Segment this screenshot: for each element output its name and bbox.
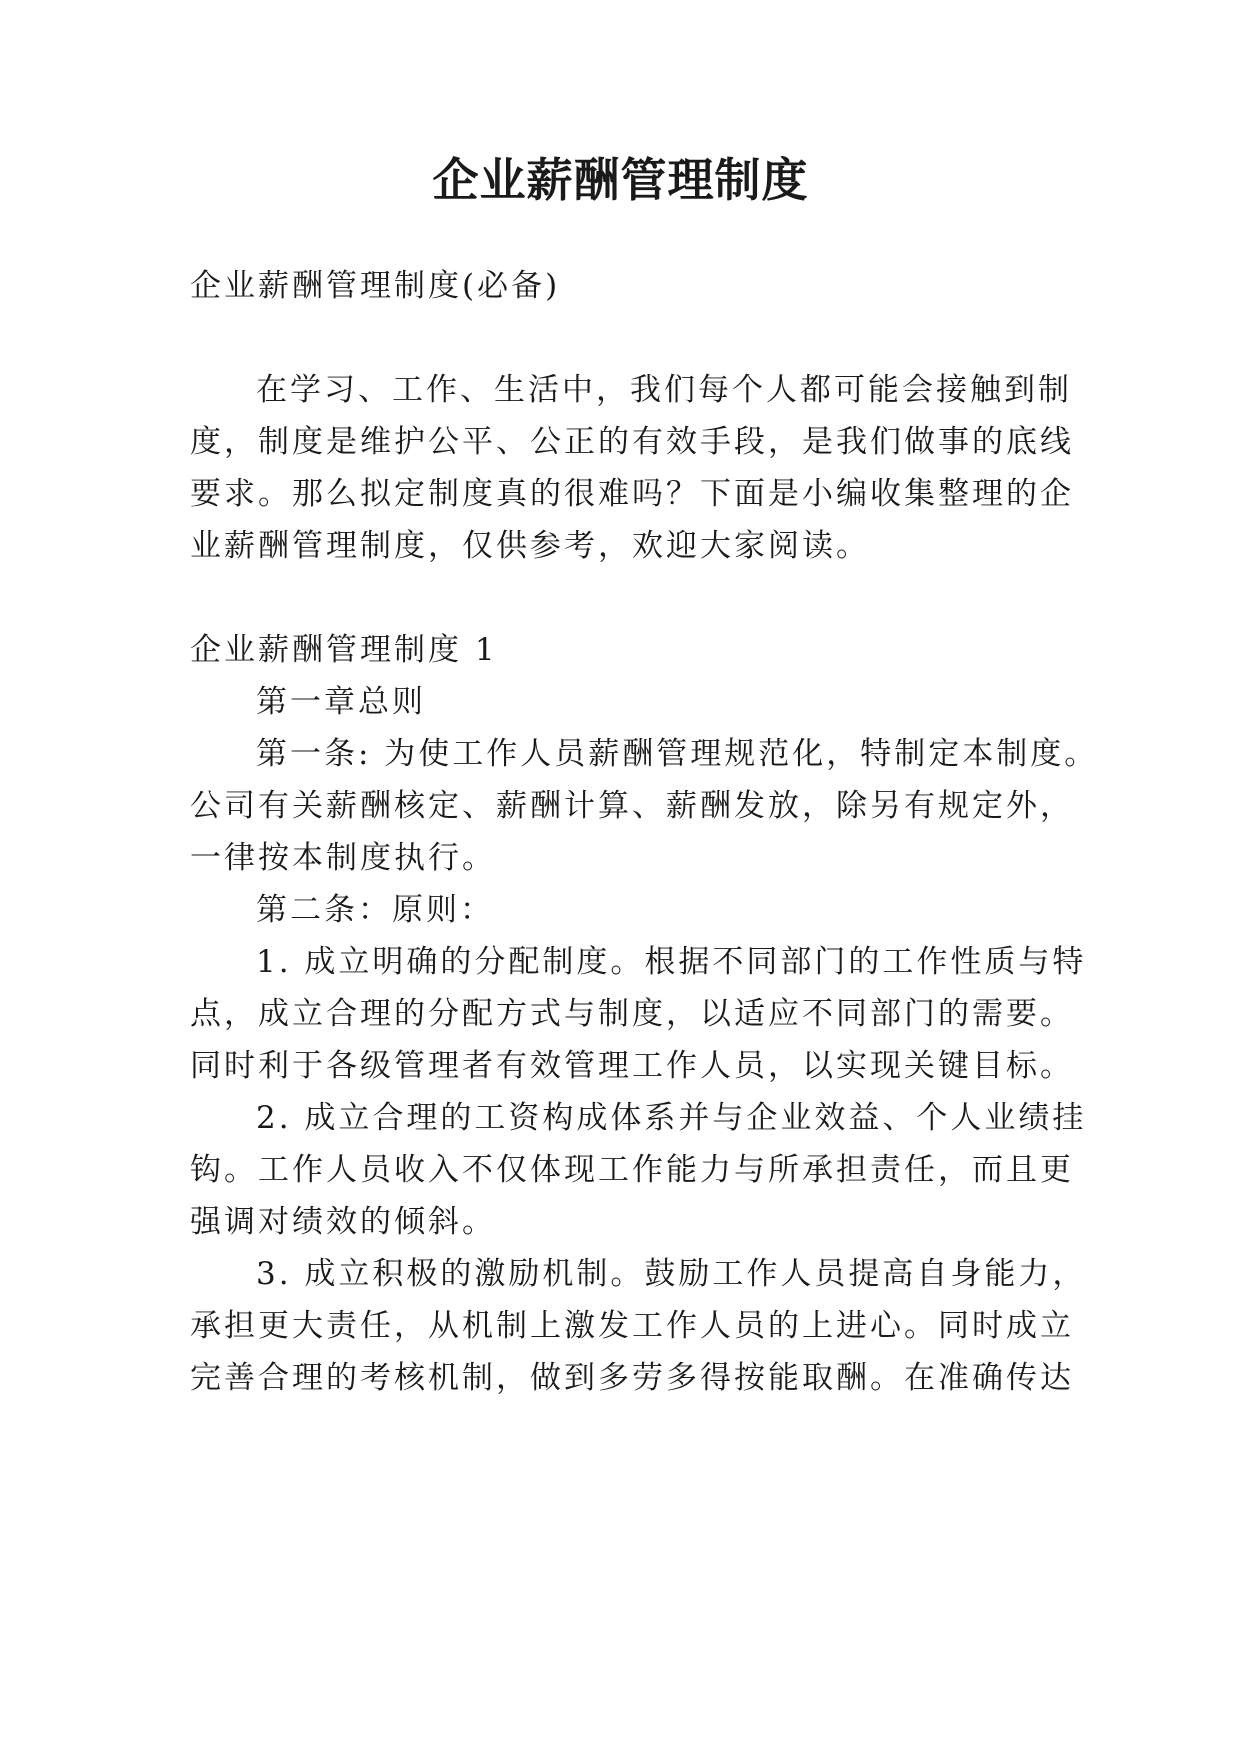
intro-line-2: 度，制度是维护公平、公正的有效手段，是我们做事的底线 (190, 424, 1074, 460)
document-title: 企业薪酬管理制度 (432, 153, 809, 207)
body-line-1: 第一条: 为使工作人员薪酬管理规范化，特制定本制度。 (256, 736, 1099, 772)
body-line-11: 3. 成立积极的激励机制。鼓励工作人员提高自身能力， (256, 1256, 1087, 1292)
body-line-9: 钩。工作人员收入不仅体现工作能力与所承担责任，而且更 (190, 1152, 1074, 1188)
document-subtitle: 企业薪酬管理制度(必备) (190, 268, 561, 304)
intro-line-4: 业薪酬管理制度，仅供参考，欢迎大家阅读。 (190, 528, 870, 564)
body-line-10: 强调对绩效的倾斜。 (190, 1204, 496, 1240)
body-line-7: 同时利于各级管理者有效管理工作人员，以实现关键目标。 (190, 1048, 1074, 1084)
intro-line-3: 要求。那么拟定制度真的很难吗？下面是小编收集整理的企 (190, 476, 1074, 512)
body-line-4: 第二条：原则： (256, 892, 494, 928)
body-line-2: 公司有关薪酬核定、薪酬计算、薪酬发放，除另有规定外， (190, 788, 1074, 824)
body-line-3: 一律按本制度执行。 (190, 840, 496, 876)
body-line-12: 承担更大责任，从机制上激发工作人员的上进心。同时成立 (190, 1308, 1074, 1344)
body-line-5: 1. 成立明确的分配制度。根据不同部门的工作性质与特 (256, 944, 1087, 980)
body-line-13: 完善合理的考核机制，做到多劳多得按能取酬。在准确传达 (190, 1360, 1074, 1396)
chapter-heading: 第一章总则 (256, 684, 426, 720)
section-heading: 企业薪酬管理制度 1 (190, 632, 498, 668)
intro-line-1: 在学习、工作、生活中，我们每个人都可能会接触到制 (256, 372, 1072, 408)
body-line-8: 2. 成立合理的工资构成体系并与企业效益、个人业绩挂 (256, 1100, 1087, 1136)
body-line-6: 点，成立合理的分配方式与制度，以适应不同部门的需要。 (190, 996, 1074, 1032)
